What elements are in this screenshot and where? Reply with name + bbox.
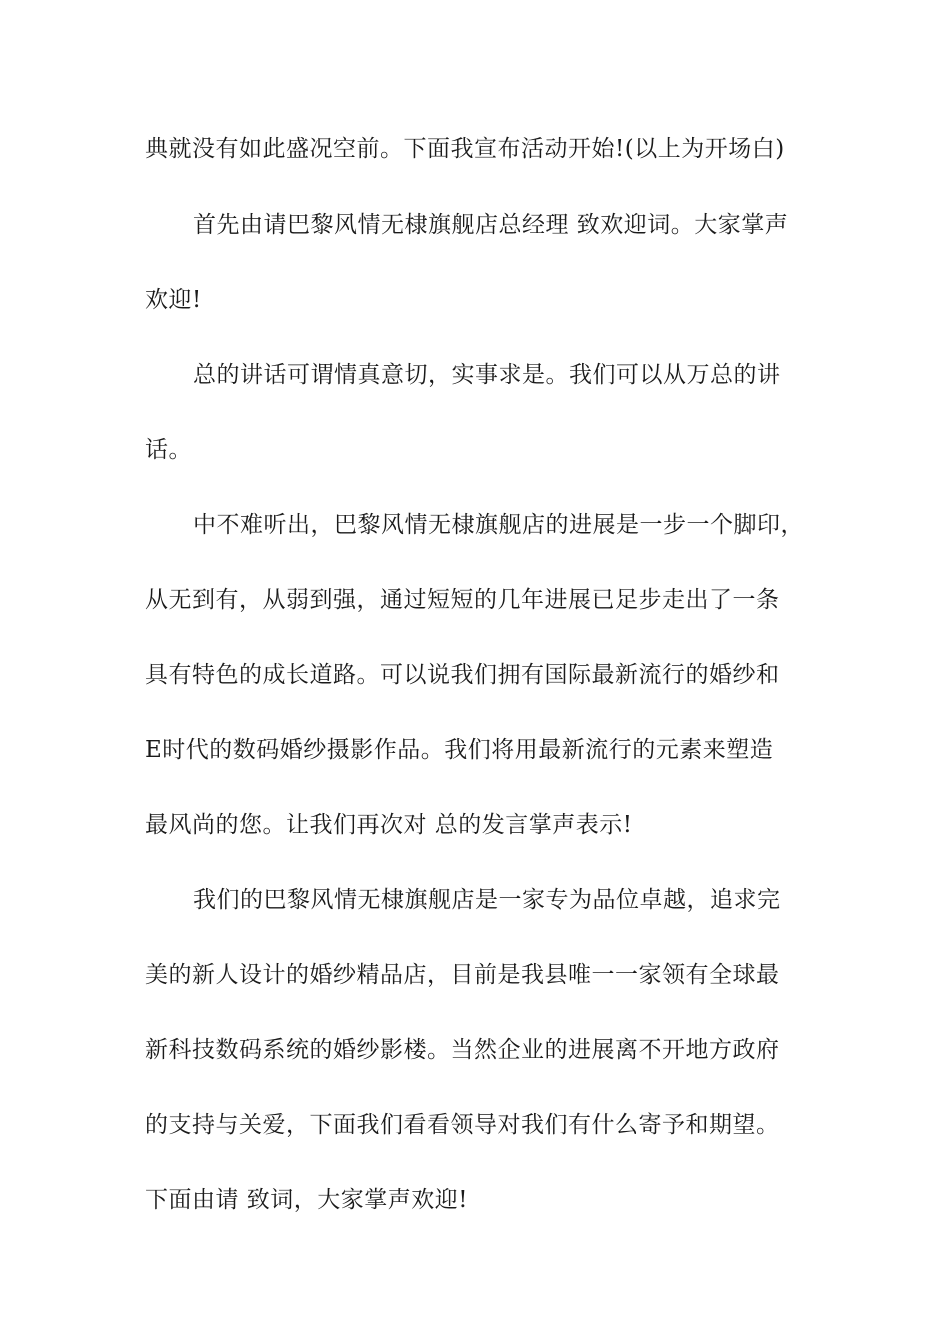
paragraph-first-line: 总的讲话可谓情真意切，实事求是。我们可以从万总的讲	[193, 362, 781, 388]
paragraph-first-line: 我们的巴黎风情无棣旗舰店是一家专为品位卓越，追求完	[193, 887, 781, 913]
text-line: 美的新人设计的婚纱精品店，目前是我县唯一一家领有全球最	[145, 962, 780, 988]
text-line: 欢迎!	[145, 287, 202, 313]
text-line: 下面由请 致词，大家掌声欢迎!	[145, 1187, 469, 1213]
text-line: 典就没有如此盛况空前。下面我宣布活动开始!(以上为开场白)	[145, 136, 785, 162]
text-line: E时代的数码婚纱摄影作品。我们将用最新流行的元素来塑造	[145, 737, 774, 763]
paragraph-first-line: 首先由请巴黎风情无棣旗舰店总经理 致欢迎词。大家掌声	[193, 212, 789, 238]
paragraph-first-line: 中不难听出，巴黎风情无棣旗舰店的进展是一步一个脚印，	[193, 512, 804, 538]
text-line: 新科技数码系统的婚纱影楼。当然企业的进展离不开地方政府	[145, 1037, 780, 1063]
text-line: 的支持与关爱，下面我们看看领导对我们有什么寄予和期望。	[145, 1112, 780, 1138]
text-line: 话。	[145, 437, 192, 463]
text-line: 最风尚的您。让我们再次对 总的发言掌声表示!	[145, 812, 633, 838]
text-line: 具有特色的成长道路。可以说我们拥有国际最新流行的婚纱和	[145, 662, 780, 688]
text-line: 从无到有，从弱到强，通过短短的几年进展已足步走出了一条	[145, 587, 780, 613]
